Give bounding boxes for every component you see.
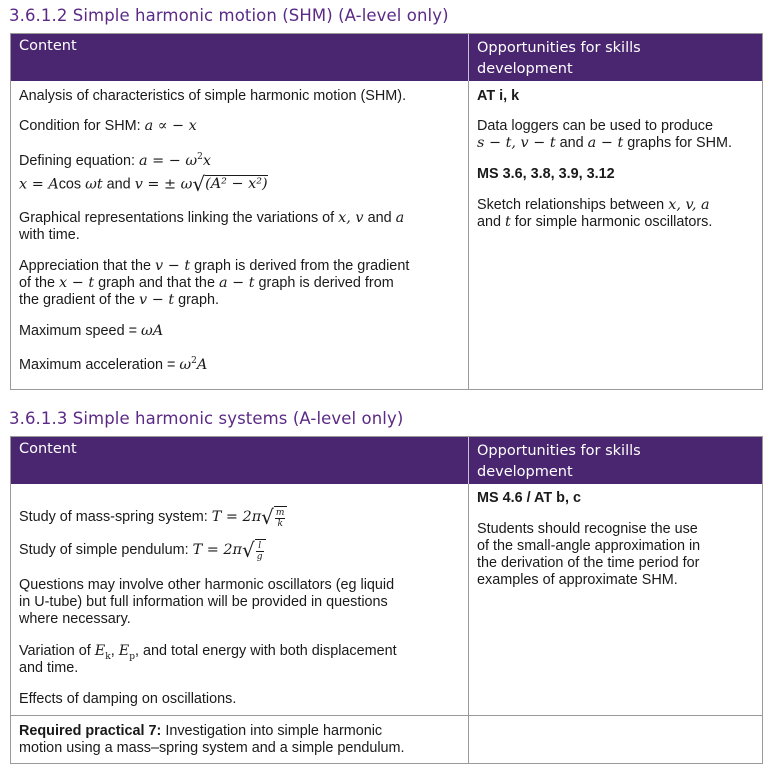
sqrt-icon: √ (242, 538, 255, 563)
header-content: Content (11, 437, 469, 484)
skills-column (469, 81, 762, 389)
content-column (11, 484, 469, 763)
content-line: Study of mass-spring system: T = 2π√ $\frac{m}{k}$ (19, 502, 462, 532)
required-practical (11, 715, 468, 764)
header-skills: Opportunities for skills development (477, 443, 641, 480)
section-heading-systems: 3.6.1.3 Simple harmonic systems (A-level only) (9, 409, 404, 428)
section-heading-shm: 3.6.1.2 Simple harmonic motion (SHM) (A-level only) (9, 6, 449, 25)
skills-line: of the small-angle approximation in (477, 538, 701, 554)
content-line: Defining equation: a = − $\omega^2x$ (19, 152, 212, 169)
header-content: Content (11, 34, 469, 81)
skills-line: Students should recognise the use (477, 521, 698, 537)
content-line: Condition for SHM: a ∝ − x (19, 118, 197, 134)
content-line: Study of simple pendulum: T = 2π√ $\frac{l}{g}$ (19, 535, 462, 565)
skills-line: MS 4.6 / AT b, c (477, 490, 581, 506)
content-line: the gradient of the v − t graph. (19, 292, 219, 308)
content-line: with time. (19, 227, 80, 243)
table-header (11, 34, 762, 81)
content-line: in U-tube) but full information will be provided in questions (19, 594, 388, 610)
skills-line: s − t, v − t and a − t graphs for SHM. (477, 135, 733, 151)
content-line: Maximum speed = ωA (19, 323, 164, 339)
fraction: $\frac{l}{g}$ (255, 539, 266, 562)
content-line: and time. (19, 660, 79, 676)
content-line: Maximum acceleration = $\omega^2A$ (19, 356, 208, 373)
skills-line: Sketch relationships between x, v, a (477, 197, 710, 213)
content-line: Questions may involve other harmonic oscillators (eg liquid (19, 577, 395, 593)
content-line: of the x − t graph and that the a − t graph is derived from (19, 275, 394, 291)
fraction: $\frac{m}{k}$ (274, 506, 288, 529)
skills-line: MS 3.6, 3.8, 3.9, 3.12 (477, 166, 615, 182)
content-line: where necessary. (19, 611, 131, 627)
systems-table (10, 436, 763, 764)
content-line: x = Acos ωt and v = ± ω√(A² − x²) (19, 172, 268, 196)
header-skills: Opportunities for skills development (477, 40, 641, 77)
skills-column (469, 484, 762, 763)
content-line: Appreciation that the v − t graph is derived from the gradient (19, 258, 410, 274)
content-line: Effects of damping on oscillations. (19, 691, 237, 707)
shm-table (10, 33, 763, 390)
skills-line: the derivation of the time period for (477, 555, 700, 571)
content-line: motion using a mass–spring system and a simple pendulum. (19, 740, 405, 756)
sqrt-icon: √ (261, 505, 274, 530)
content-line: Analysis of characteristics of simple harmonic motion (SHM). (19, 88, 407, 104)
table-header (11, 437, 762, 484)
content-column (11, 81, 469, 389)
skills-line: AT i, k (477, 88, 520, 104)
skills-line: and t for simple harmonic oscillators. (477, 214, 713, 230)
skills-line: Data loggers can be used to produce (477, 118, 714, 134)
content-line: Graphical representations linking the variations of x, v and a (19, 210, 405, 226)
content-line: Required practical 7: Investigation into simple harmonic (19, 723, 383, 739)
required-practical-skills (469, 715, 762, 764)
content-line: Variation of $E_k$, $E_p$, and total energy with both displacement (19, 643, 397, 662)
skills-line: examples of approximate SHM. (477, 572, 678, 588)
sqrt-icon: √ (192, 172, 206, 196)
